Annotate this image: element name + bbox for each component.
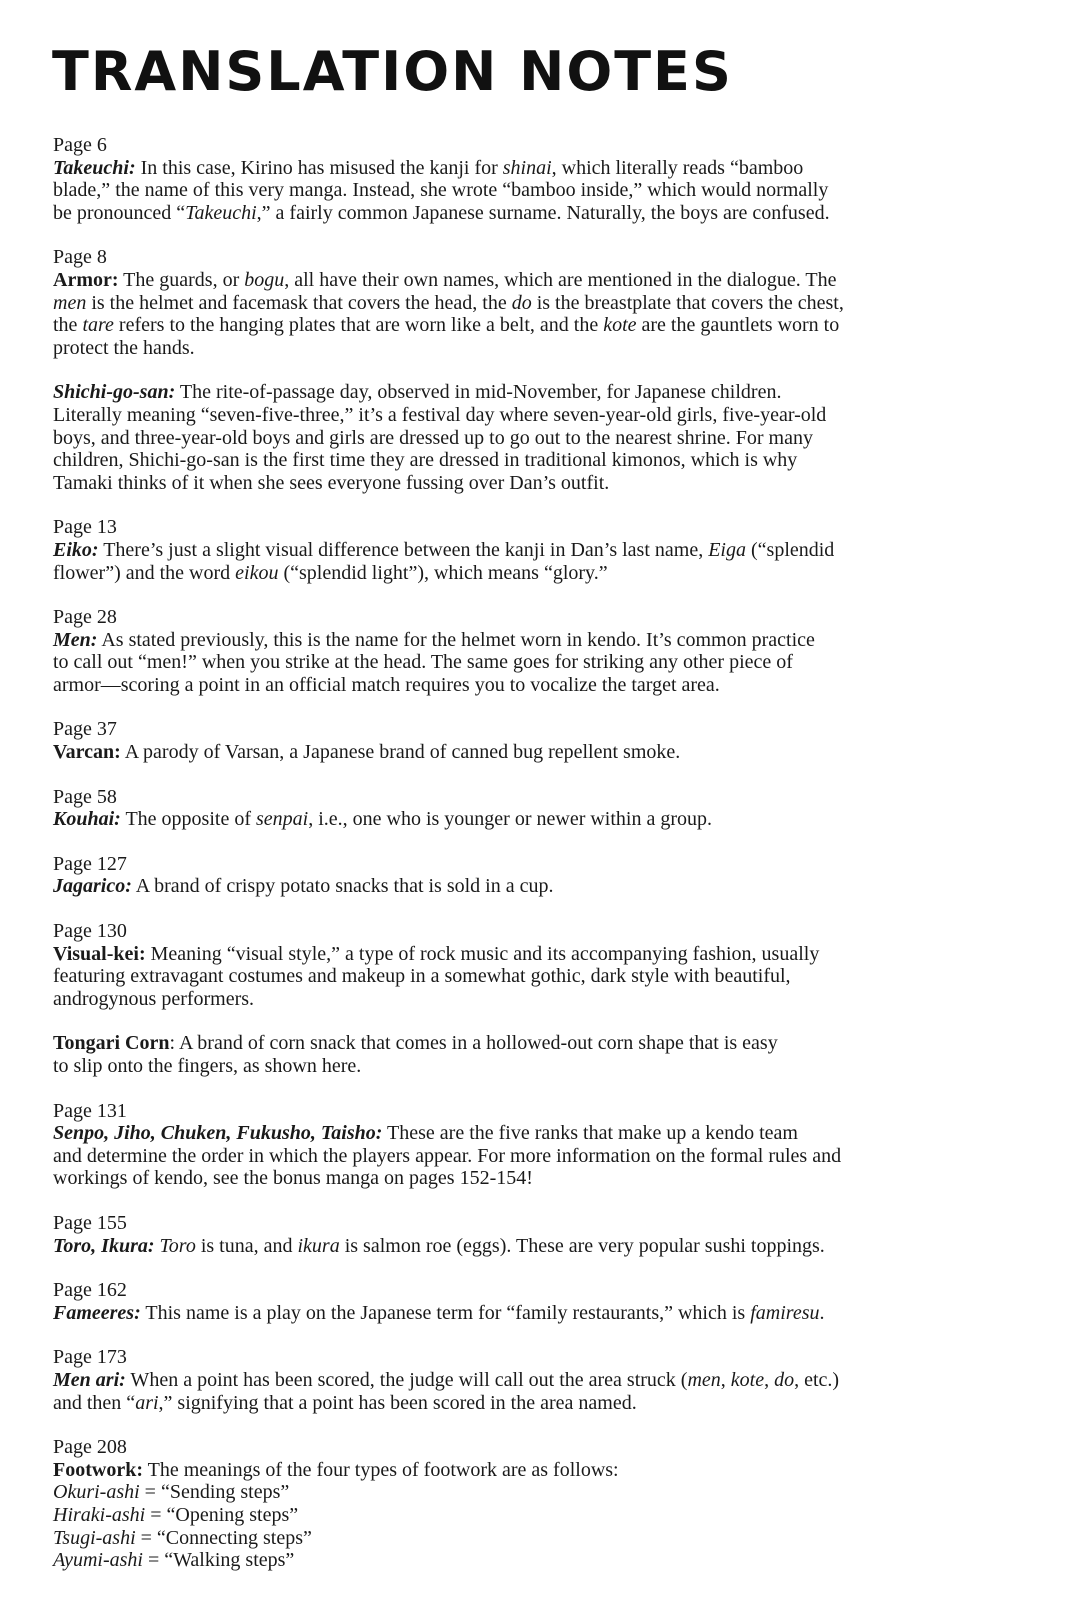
page-reference: Page 37 [53,718,117,741]
note-entry [53,134,953,224]
note-text: = “Opening steps” [145,1503,299,1526]
note-italic-word: tare [82,314,114,337]
note-text: . [819,1301,825,1324]
note-entry [53,1032,953,1077]
note-line [53,427,953,450]
note-entry [53,1436,953,1572]
note-text: (“splendid light”), which means “glory.” [278,561,608,584]
note-entry [53,718,953,763]
note-line [53,314,953,337]
note-italic-word: kote [603,314,637,337]
note-line [53,1549,953,1572]
note-term: Tongari Corn [53,1032,170,1055]
note-term: Toro, Ikura: [53,1234,155,1257]
note-text: , etc.) [794,1368,840,1391]
note-term: Senpo, Jiho, Chuken, Fukusho, Taisho: [53,1122,383,1145]
note-text: , [720,1368,731,1391]
note-italic-word: bogu [244,268,285,291]
note-italic-word: Hiraki-ashi [53,1503,146,1526]
note-italic-word: senpai [255,808,309,831]
note-text: In this case, Kirino has misused the kanji for [135,156,503,179]
note-text: to call out “men!” when you strike at the head. The same goes for striking any other piece of [53,651,793,674]
note-text: protect the hands. [53,336,195,359]
note-line [53,179,953,202]
page-title: TRANSLATION NOTES [52,40,733,103]
note-text: Meaning “visual style,” a type of rock music and its accompanying fashion, usually [145,942,820,965]
note-entry [53,1212,953,1257]
note-entry [53,853,953,898]
note-line [53,337,953,360]
note-term: Kouhai: [53,808,121,831]
note-line [53,629,953,652]
note-line [53,741,953,764]
note-entry [53,606,953,696]
note-text: refers to the hanging plates that are worn like a belt, and the [113,314,604,337]
note-line [53,472,953,495]
note-italic-word: Takeuchi [185,201,257,224]
note-text: = “Connecting steps” [135,1526,312,1549]
note-text: A brand of crispy potato snacks that is sold in a cup. [131,875,554,898]
note-italic-word: men [53,291,87,314]
notes-list [53,134,953,1594]
note-text: = “Sending steps” [139,1481,290,1504]
page-reference: Page 208 [53,1436,127,1459]
page-reference: Page 127 [53,852,127,875]
note-line [53,1459,953,1482]
note-italic-word: kote [730,1368,765,1391]
note-entry [53,516,953,584]
note-text: the [53,314,83,337]
note-italic-word: ikura [297,1234,340,1257]
page-reference: Page 162 [53,1279,127,1302]
note-line [53,943,953,966]
note-text: When a point has been scored, the judge will call out the area struck ( [125,1368,688,1391]
note-text: There’s just a slight visual difference between the kanji in Dan’s last name, [98,538,709,561]
page-reference: Page 13 [53,516,117,539]
note-line [53,269,953,292]
note-text: is salmon roe (eggs). These are very popular sushi toppings. [339,1234,825,1257]
note-entry [53,1100,953,1190]
note-term: Armor: [53,268,119,291]
note-text: A parody of Varsan, a Japanese brand of canned bug repellent smoke. [120,741,681,764]
page-reference: Page 8 [53,246,107,269]
note-italic-word: Eiga [708,538,746,561]
note-text: is tuna, and [195,1234,298,1257]
note-text: The opposite of [120,808,256,831]
page-reference: Page 155 [53,1211,127,1234]
note-text: to slip onto the fingers, as shown here. [53,1055,362,1077]
note-italic-word: do [511,291,532,314]
note-text: Tamaki thinks of it when she sees everyone fussing over Dan’s outfit. [53,471,610,494]
note-line [53,1235,953,1258]
note-italic-word: famiresu [750,1301,820,1324]
page-reference: Page 58 [53,785,117,808]
note-line [53,449,953,472]
note-text: (“splendid [746,538,835,561]
note-line [53,988,953,1011]
note-italic-word: ari [135,1391,159,1414]
note-line [53,1167,953,1190]
note-text: and determine the order in which the players appear. For more information on the formal rules and [53,1144,842,1167]
note-term: Men: [53,628,98,651]
note-text: The meanings of the four types of footwork are as follows: [142,1458,619,1481]
note-text: , [764,1368,775,1391]
note-entry [53,381,953,494]
note-line [53,1302,953,1325]
note-term: Visual-kei: [53,942,146,965]
note-line [53,1032,953,1055]
note-term: Takeuchi: [53,156,136,179]
note-text: , all have their own names, which are mentioned in the dialogue. The [284,268,837,291]
note-text: As stated previously, this is the name for the helmet worn in kendo. It’s common practice [97,628,815,651]
note-text: flower”) and the word [53,561,236,584]
note-entry [53,246,953,359]
note-text: are the gauntlets worn to [636,314,840,337]
note-line [53,202,953,225]
page-reference: Page 28 [53,606,117,629]
note-entry [53,920,953,1010]
note-line [53,539,953,562]
note-term: Fameeres: [53,1301,141,1324]
note-text: This name is a play on the Japanese term for “family restaurants,” which is [140,1301,751,1324]
note-italic-word: do [774,1368,795,1391]
note-italic-word: Tsugi-ashi [53,1526,136,1549]
note-line [53,1055,953,1078]
note-line [53,1527,953,1550]
note-line [53,674,953,697]
note-text: The guards, or [118,268,245,291]
note-italic-word: Okuri-ashi [53,1481,140,1504]
note-text: = “Walking steps” [143,1549,295,1572]
page-reference: Page 130 [53,920,127,943]
note-line [53,808,953,831]
note-term: Men ari: [53,1368,126,1391]
note-text: The rite-of-passage day, observed in mid-November, for Japanese children. [175,381,782,404]
note-italic-word: shinai [502,156,552,179]
note-line [53,1122,953,1145]
note-italic-word: Toro [159,1234,196,1257]
note-text: : A brand of corn snack that comes in a hollowed-out corn shape that is easy [169,1032,778,1055]
note-line [53,965,953,988]
note-text: is the helmet and facemask that covers the head, the [86,291,512,314]
note-line [53,381,953,404]
note-text: androgynous performers. [53,987,255,1010]
note-text: armor—scoring a point in an official match requires you to vocalize the target area. [53,673,720,696]
note-term: Eiko: [53,538,99,561]
note-line [53,1504,953,1527]
note-entry [53,786,953,831]
note-text: blade,” the name of this very manga. Instead, she wrote “bamboo inside,” which would normally [53,179,829,202]
note-text: be pronounced “ [53,201,186,224]
note-text: These are the five ranks that make up a kendo team [382,1122,798,1145]
note-text: , which literally reads “bamboo [551,156,804,179]
note-entry [53,1346,953,1414]
note-text: ,” a fairly common Japanese surname. Naturally, the boys are confused. [256,201,830,224]
note-line [53,157,953,180]
note-text: workings of kendo, see the bonus manga on pages 152-154! [53,1167,533,1190]
note-entry [53,1279,953,1324]
note-text: , i.e., one who is younger or newer within a group. [308,808,713,831]
note-text: and then “ [53,1391,136,1414]
note-text: Literally meaning “seven-five-three,” it’s a festival day where seven-year-old girls, five-year-old [53,403,827,426]
note-line [53,651,953,674]
note-line [53,1392,953,1415]
note-term: Shichi-go-san: [53,381,176,404]
note-term: Varcan: [53,741,121,764]
page-reference: Page 6 [53,134,107,156]
note-italic-word: Ayumi-ashi [53,1549,143,1572]
note-line [53,1369,953,1392]
page-reference: Page 131 [53,1099,127,1122]
note-term: Jagarico: [53,875,132,898]
note-line [53,1145,953,1168]
page-reference: Page 173 [53,1346,127,1369]
note-line [53,875,953,898]
note-text: is the breastplate that covers the chest, [531,291,844,314]
note-italic-word: eikou [235,561,279,584]
note-italic-word: men [687,1368,721,1391]
note-line [53,1481,953,1504]
note-line [53,292,953,315]
note-text: ,” signifying that a point has been scored in the area named. [158,1391,637,1414]
note-line [53,562,953,585]
note-text: boys, and three-year-old boys and girls are dressed up to go out to the nearest shrine. For many [53,426,813,449]
note-text: featuring extravagant costumes and makeup in a somewhat gothic, dark style with beautiful, [53,965,791,988]
note-term: Footwork: [53,1458,143,1481]
note-text: children, Shichi-go-san is the first time they are dressed in traditional kimonos, which is why [53,449,798,472]
note-line [53,404,953,427]
